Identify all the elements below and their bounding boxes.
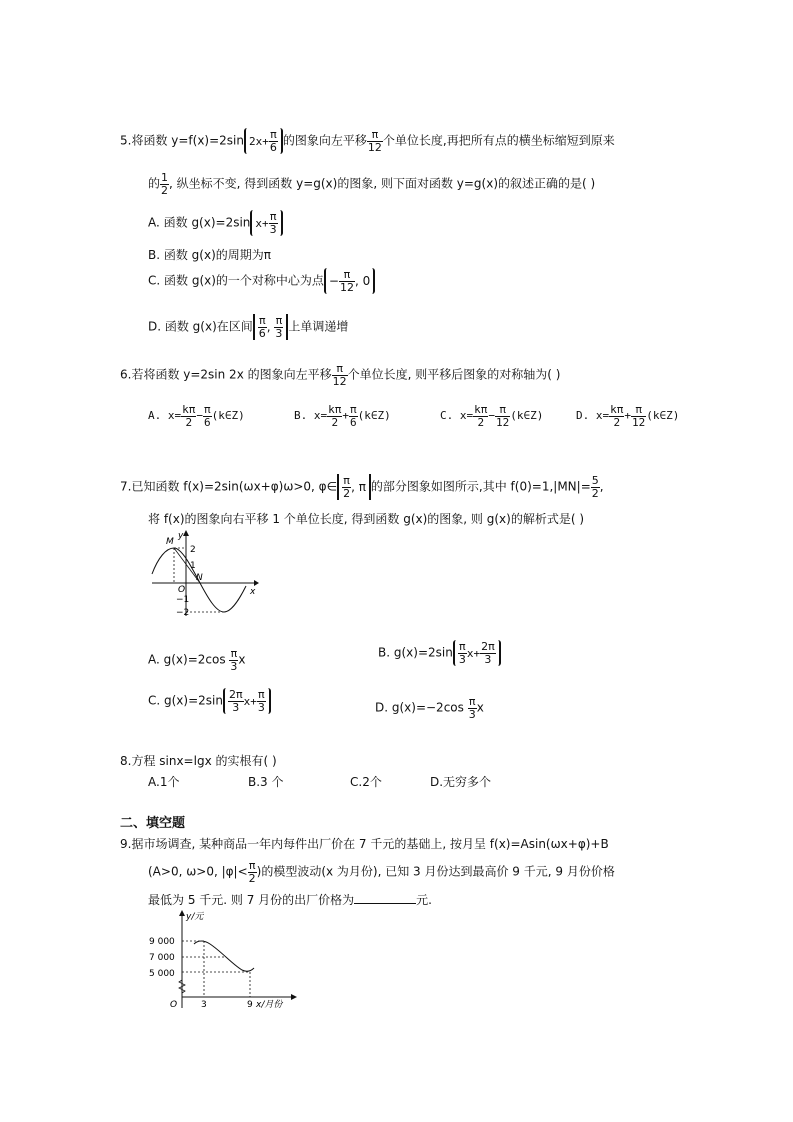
q5-c-bracket: − $\frac{\pi}{12}$ , 0 bbox=[324, 268, 375, 294]
q7-line2 bbox=[148, 513, 584, 525]
q6-shift-den: 12 bbox=[332, 374, 347, 388]
q7-tick-neg2: −2 bbox=[176, 608, 190, 618]
q6-b-d2: 6 bbox=[350, 415, 357, 429]
q6-option-c[interactable] bbox=[440, 404, 576, 428]
q9-text-c: 最低为 5 千元. 则 7 月份的出厂价格为 bbox=[148, 893, 355, 907]
q7-a-pre: A. g(x)=2cos bbox=[148, 652, 230, 667]
q5-c-num: π bbox=[339, 269, 355, 282]
q5-text-b: 的图象向左平移 bbox=[282, 133, 367, 148]
q6-b-op: + bbox=[342, 409, 349, 423]
q7-d-den: 3 bbox=[468, 707, 476, 721]
q9-tick-9000: 9 000 bbox=[149, 937, 175, 947]
q5-text-a: 5.将函数 y=f(x)=2sin bbox=[120, 133, 244, 148]
q7-b-tail: , bbox=[599, 479, 604, 494]
q6-d-op: + bbox=[624, 409, 631, 423]
q9-graph bbox=[146, 908, 298, 1012]
q6-b-n2: π bbox=[350, 403, 357, 416]
q7-tick-neg1: −1 bbox=[176, 595, 190, 605]
q7-label-n: N bbox=[196, 573, 203, 583]
q9-answer-blank[interactable] bbox=[354, 893, 416, 904]
q9-label-o: O bbox=[170, 1000, 178, 1010]
q6-a-op: − bbox=[196, 409, 203, 423]
q7-option-b[interactable] bbox=[378, 640, 501, 666]
q6-d-d1: 2 bbox=[613, 415, 621, 429]
q6-c-p: C. x= bbox=[440, 409, 474, 423]
q6-c-d1: 2 bbox=[477, 415, 485, 429]
q5-d-frac1 bbox=[258, 315, 267, 339]
section-fill-blank-title: 二、填空题 bbox=[120, 816, 186, 831]
q6-a-p: A. x= bbox=[148, 409, 182, 423]
q5-a-bracket bbox=[250, 210, 282, 236]
q7-i-num: π bbox=[343, 474, 350, 487]
q6-d-f2 bbox=[631, 404, 646, 428]
q7-mn-num: 5 bbox=[591, 474, 599, 487]
q6-d-n1: kπ bbox=[610, 403, 624, 416]
q6-a-n1: kπ bbox=[182, 403, 196, 416]
q9-line3 bbox=[148, 893, 432, 906]
q5-d-n1: π bbox=[258, 314, 266, 327]
q9-tick-5000: 5 000 bbox=[149, 969, 175, 979]
q7-text-c: 将 f(x)的图象向右平移 1 个单位长度, 得到函数 g(x)的图象, 则 g(x)的解析式是( ) bbox=[148, 512, 584, 526]
q6-c-d2: 12 bbox=[496, 415, 510, 429]
q7-label-m: M bbox=[166, 537, 174, 547]
q5-half-frac bbox=[160, 172, 169, 196]
q7-label-y: y bbox=[178, 531, 184, 541]
q5-line1 bbox=[120, 128, 615, 154]
q7-c-n1: 2π bbox=[228, 688, 243, 701]
q7-c-n2: π bbox=[258, 688, 265, 701]
q6-a-d1: 2 bbox=[185, 415, 193, 429]
q7-option-d[interactable] bbox=[375, 696, 484, 720]
q7-b-mid: x+ bbox=[466, 646, 481, 660]
q7-text-a: 7.已知函数 f(x)=2sin(ωx+φ)ω>0, φ∈ bbox=[120, 479, 338, 494]
q5-c-den: 12 bbox=[339, 280, 354, 294]
q7-label-x: x bbox=[250, 587, 256, 597]
q6-d-p: D. x= bbox=[576, 409, 610, 423]
q6-shift-frac bbox=[332, 363, 348, 387]
q7-label-o: O bbox=[178, 585, 186, 595]
q5-d-bracket: π 6 , π 3 bbox=[253, 314, 289, 340]
q5-text-c: 个单位长度,再把所有点的横坐标缩短到原来 bbox=[382, 133, 615, 148]
q6-line1 bbox=[120, 363, 560, 387]
q9-b-pre: (A>0, ω>0, |φ|< bbox=[148, 864, 248, 879]
q8-stem bbox=[120, 755, 277, 767]
q6-c-n1: kπ bbox=[474, 403, 488, 416]
q6-c-t: (k∈Z) bbox=[510, 409, 544, 423]
q6-text-a: 6.若将函数 y=2sin 2x 的图象向左平移 bbox=[120, 367, 332, 382]
q6-b-f2 bbox=[349, 404, 358, 428]
q9-b-post: )的模型波动(x 为月份), 已知 3 月份达到最高价 9 千元, 9 月份价格 bbox=[256, 864, 615, 879]
q5-arg-num: π bbox=[270, 128, 277, 141]
q6-a-f2 bbox=[203, 404, 212, 428]
q5-a-frac bbox=[269, 211, 278, 235]
q7-a-post: x bbox=[238, 652, 246, 667]
q5-line2 bbox=[148, 172, 595, 196]
q5-shift-frac bbox=[367, 129, 383, 153]
q7-graph bbox=[150, 528, 260, 620]
q5-shift-den: 12 bbox=[367, 140, 382, 154]
q7-d-num: π bbox=[468, 695, 476, 708]
q9-b-num: π bbox=[248, 859, 256, 872]
q7-text-b: 的部分图象如图所示,其中 f(0)=1,|MN|= bbox=[370, 479, 591, 494]
q7-b-f2 bbox=[480, 641, 496, 665]
q5-text-e: , 纵坐标不变, 得到函数 y=g(x)的图象, 则下面对函数 y=g(x)的叙述正确的是( ) bbox=[169, 176, 596, 191]
q5-text-d: 的 bbox=[148, 176, 161, 191]
q9-x-arrow bbox=[291, 994, 297, 1000]
q5-d-pre: D. 函数 g(x)在区间 bbox=[148, 319, 253, 334]
q7-tick-1: 1 bbox=[190, 561, 196, 571]
q9-b-frac bbox=[248, 860, 257, 884]
q6-options bbox=[148, 404, 679, 428]
q6-a-f1 bbox=[181, 404, 196, 428]
q5-a-arg: x+ bbox=[255, 216, 269, 230]
q6-c-op: − bbox=[488, 409, 495, 423]
q6-d-f1 bbox=[609, 404, 624, 428]
q5-d-frac2 bbox=[274, 315, 283, 339]
q7-b-d2: 3 bbox=[484, 652, 492, 666]
q5-a-pre: A. 函数 g(x)=2sin bbox=[148, 215, 251, 230]
q6-c-f1 bbox=[473, 404, 488, 428]
q5-c-pre: C. 函数 g(x)的一个对称中心为点 bbox=[148, 273, 324, 288]
q7-mn-den: 2 bbox=[591, 486, 599, 500]
q5-a-den: 3 bbox=[269, 222, 277, 236]
q9-tick-x9: 9 bbox=[247, 1000, 253, 1010]
q6-b-f1 bbox=[327, 404, 342, 428]
q7-b-bracket bbox=[453, 640, 501, 666]
q5-half-num: 1 bbox=[161, 171, 169, 184]
q6-b-d1: 2 bbox=[331, 415, 339, 429]
q7-d-frac bbox=[468, 696, 477, 720]
q6-b-p: B. x= bbox=[294, 409, 328, 423]
q6-d-t: (k∈Z) bbox=[646, 409, 680, 423]
q5-arg-frac bbox=[269, 129, 278, 153]
q6-d-n2: π bbox=[631, 404, 646, 417]
q9-y-arrow bbox=[179, 910, 185, 916]
q6-option-a[interactable] bbox=[148, 404, 294, 428]
q7-b-n2: 2π bbox=[481, 640, 495, 653]
q9-price-curve bbox=[194, 941, 254, 971]
q7-line1 bbox=[120, 474, 604, 500]
q7-interval bbox=[337, 474, 371, 500]
q5-bracket-arg bbox=[244, 128, 283, 154]
q7-tick-2: 2 bbox=[190, 545, 196, 555]
q8-options bbox=[148, 776, 491, 788]
q7-d-post: x bbox=[476, 700, 484, 715]
q6-c-f2 bbox=[495, 404, 510, 428]
q7-x-arrow bbox=[254, 580, 259, 586]
q5-d-d2: 3 bbox=[275, 326, 283, 340]
q8-text: 8.方程 sinx=lgx 的实根有( ) bbox=[120, 754, 277, 768]
q5-option-a[interactable] bbox=[148, 210, 283, 236]
q6-a-d2: 6 bbox=[204, 415, 211, 429]
q7-c-pre: C. g(x)=2sin bbox=[148, 693, 223, 708]
q7-c-f1 bbox=[228, 689, 244, 713]
q5-c-tail: , 0 bbox=[354, 274, 371, 289]
q7-c-d2: 3 bbox=[257, 700, 265, 714]
q6-b-t: (k∈Z) bbox=[357, 409, 391, 423]
q8-option-c[interactable]: C.2个 bbox=[350, 775, 382, 789]
q9-text-a: 9.据市场调查, 某种商品一年内每件出厂价在 7 千元的基础上, 按月呈 f(x)=Asin(ωx+φ)+B bbox=[120, 837, 609, 851]
q7-c-f2 bbox=[257, 689, 266, 713]
q7-a-den: 3 bbox=[230, 659, 238, 673]
q9-line1 bbox=[120, 838, 609, 850]
q9-label-x: x/月份 bbox=[256, 1000, 283, 1010]
q6-a-t: (k∈Z) bbox=[211, 409, 245, 423]
q5-shift-num: π bbox=[367, 129, 383, 142]
q5-c-frac bbox=[339, 269, 355, 293]
q5-half-den: 2 bbox=[161, 183, 169, 197]
q5-d-d1: 6 bbox=[258, 326, 266, 340]
q6-b-n1: kπ bbox=[328, 403, 342, 416]
q6-d-d2: 12 bbox=[632, 415, 646, 429]
q7-b-f1 bbox=[458, 641, 467, 665]
q9-line2 bbox=[148, 860, 615, 884]
q5-option-c[interactable] bbox=[148, 268, 375, 294]
q7-c-mid: x+ bbox=[243, 694, 257, 708]
q6-a-n2: π bbox=[204, 403, 211, 416]
q9-tick-7000: 7 000 bbox=[149, 953, 175, 963]
q8-option-a[interactable]: A.1个 bbox=[148, 775, 180, 789]
q5-option-d[interactable] bbox=[148, 314, 348, 340]
q7-y-arrow bbox=[183, 530, 189, 536]
q7-d-pre: D. g(x)=−2cos bbox=[375, 700, 468, 715]
q6-c-n2: π bbox=[495, 404, 510, 417]
q9-c-tail: 元. bbox=[416, 893, 432, 907]
q6-shift-num: π bbox=[332, 363, 348, 376]
q7-option-c[interactable] bbox=[148, 688, 271, 714]
q5-b-text: B. 函数 g(x)的周期为π bbox=[148, 248, 271, 262]
q7-c-d1: 3 bbox=[232, 700, 240, 714]
q7-i-frac bbox=[342, 475, 351, 499]
q5-d-n2: π bbox=[275, 314, 283, 327]
q5-arg-den: 6 bbox=[269, 140, 277, 154]
q7-b-n1: π bbox=[459, 640, 466, 653]
q7-b-pre: B. g(x)=2sin bbox=[378, 645, 453, 660]
q7-i-den: 2 bbox=[343, 486, 351, 500]
q7-b-d1: 3 bbox=[458, 652, 466, 666]
q7-c-bracket bbox=[223, 688, 271, 714]
q6-text-b: 个单位长度, 则平移后图象的对称轴为( ) bbox=[347, 367, 561, 382]
q5-d-post: 上单调递增 bbox=[288, 319, 349, 334]
q5-option-b[interactable] bbox=[148, 249, 271, 261]
q7-i-tail: , π bbox=[351, 480, 366, 495]
q9-label-y: y/元 bbox=[186, 912, 204, 922]
q6-option-d[interactable] bbox=[576, 404, 679, 428]
q9-b-den: 2 bbox=[248, 871, 256, 885]
q5-arg: 2x+ bbox=[249, 134, 269, 148]
q7-mn-frac bbox=[591, 475, 600, 499]
q5-a-num: π bbox=[269, 210, 277, 223]
q7-a-num: π bbox=[230, 647, 238, 660]
q8-option-b[interactable]: B.3 个 bbox=[248, 775, 284, 789]
q6-option-b[interactable] bbox=[294, 404, 440, 428]
q7-option-a[interactable] bbox=[148, 648, 246, 672]
q8-option-d[interactable]: D.无穷多个 bbox=[430, 775, 492, 789]
q9-tick-x3: 3 bbox=[201, 1000, 207, 1010]
